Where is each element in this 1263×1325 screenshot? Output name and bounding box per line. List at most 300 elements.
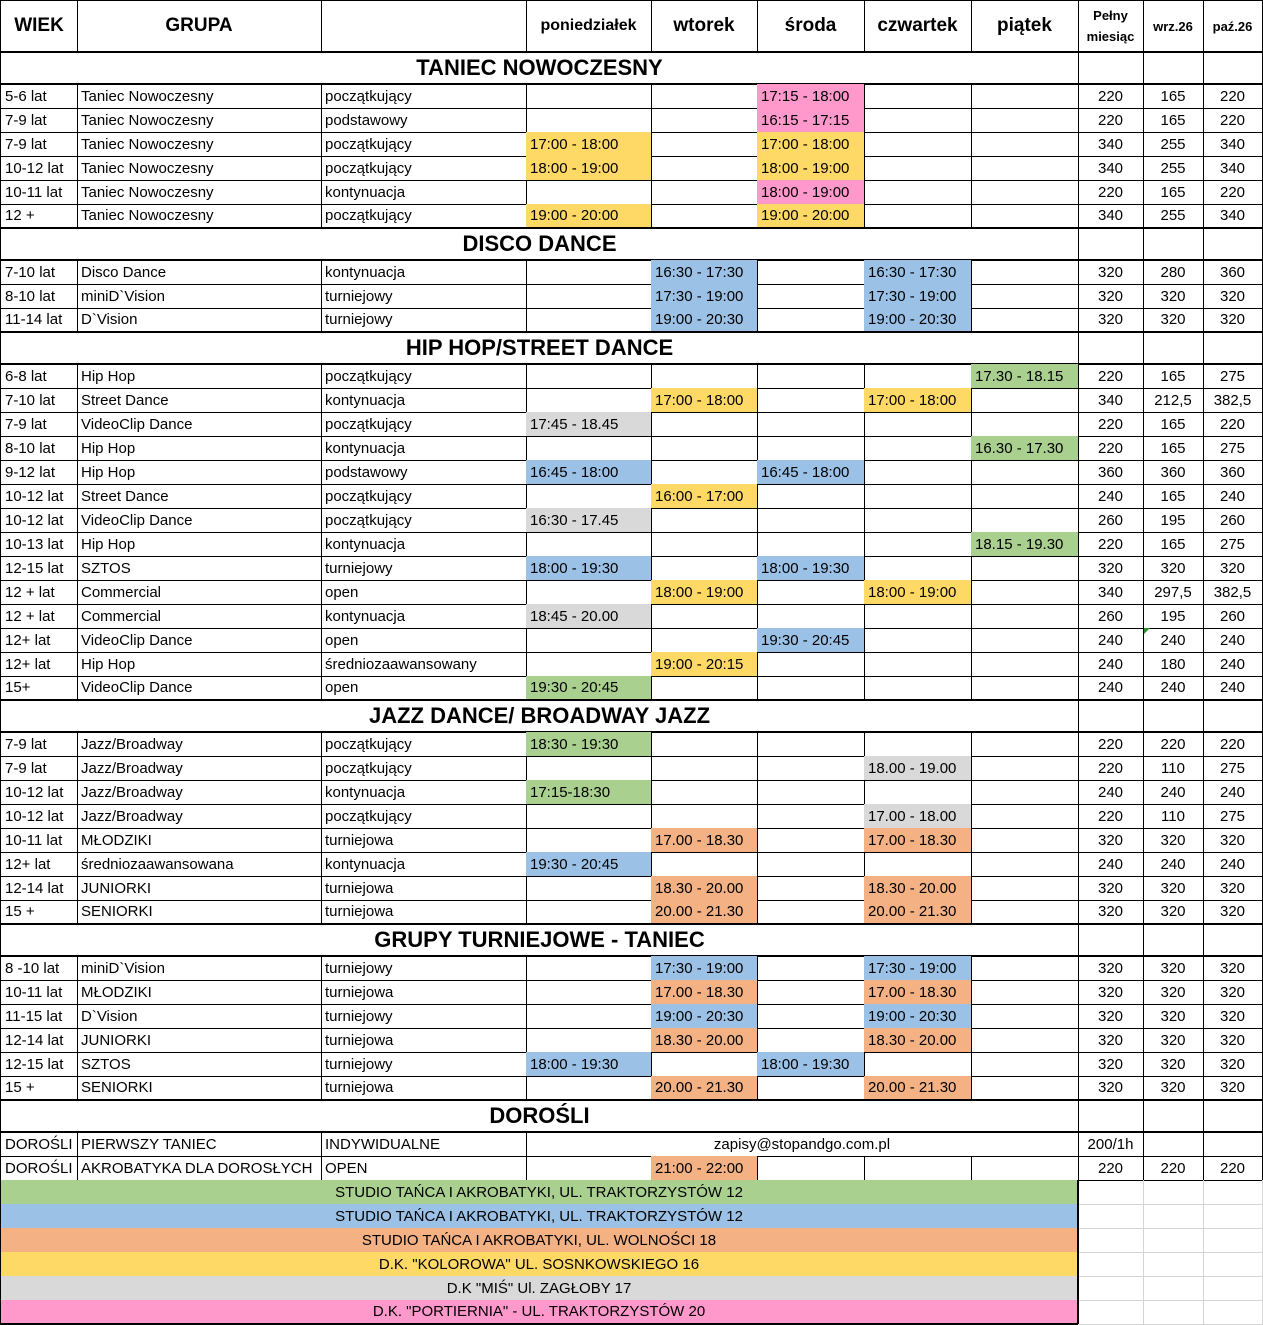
empty-day-cell: [864, 604, 972, 629]
price-full-month: 340: [1078, 132, 1144, 157]
time-slot: 17:30 - 19:00: [864, 956, 972, 981]
empty-day-cell: [526, 1028, 652, 1053]
price-wrz: 320: [1143, 876, 1204, 901]
group-cell: MŁODZIKI: [77, 828, 322, 853]
empty-day-cell: [971, 956, 1079, 981]
time-slot: 18:00 - 19:00: [651, 580, 758, 605]
level-cell: OPEN: [321, 1156, 527, 1181]
empty-day-cell: [651, 132, 758, 157]
level-cell: początkujący: [321, 364, 527, 389]
legend-empty-cell: [1203, 1300, 1263, 1325]
level-cell: początkujący: [321, 84, 527, 109]
age-cell: 12-15 lat: [0, 1052, 78, 1077]
empty-day-cell: [971, 260, 1079, 285]
empty-day-cell: [971, 852, 1079, 877]
time-slot: 17:30 - 19:00: [864, 284, 972, 309]
time-slot: 17.00 - 18.30: [864, 980, 972, 1005]
age-cell: 7-9 lat: [0, 732, 78, 757]
level-cell: open: [321, 676, 527, 701]
price-full-month: 360: [1078, 460, 1144, 485]
price-paz: 240: [1203, 628, 1263, 653]
section-empty-cell: [1203, 924, 1263, 957]
price-full-month: 240: [1078, 852, 1144, 877]
section-empty-cell: [1203, 1100, 1263, 1133]
level-cell: open: [321, 580, 527, 605]
time-slot: 16:30 - 17:30: [651, 260, 758, 285]
time-slot: 17.30 - 18.15: [971, 364, 1079, 389]
time-slot: 17.00 - 18.30: [651, 828, 758, 853]
time-slot: 18.30 - 20.00: [651, 1028, 758, 1053]
age-cell: 6-8 lat: [0, 364, 78, 389]
time-slot: 18:00 - 19:30: [526, 1052, 652, 1077]
empty-day-cell: [651, 780, 758, 805]
price-wrz: 240: [1143, 676, 1204, 701]
empty-day-cell: [971, 676, 1079, 701]
price-paz: 220: [1203, 1156, 1263, 1181]
group-cell: D`Vision: [77, 1004, 322, 1029]
empty-day-cell: [526, 180, 652, 205]
empty-day-cell: [757, 1156, 865, 1181]
level-cell: początkujący: [321, 804, 527, 829]
empty-day-cell: [864, 1052, 972, 1077]
group-cell: Jazz/Broadway: [77, 804, 322, 829]
price-paz: 260: [1203, 604, 1263, 629]
time-slot: 18:45 - 20.00: [526, 604, 652, 629]
level-cell: INDYWIDUALNE: [321, 1132, 527, 1157]
price-paz: 320: [1203, 956, 1263, 981]
empty-day-cell: [651, 180, 758, 205]
price-paz: 320: [1203, 308, 1263, 333]
price-paz: 275: [1203, 364, 1263, 389]
level-cell: turniejowa: [321, 876, 527, 901]
empty-day-cell: [864, 556, 972, 581]
legend-empty-cell: [1203, 1228, 1263, 1253]
age-cell: 12 + lat: [0, 580, 78, 605]
age-cell: 10-11 lat: [0, 828, 78, 853]
age-cell: 10-11 lat: [0, 180, 78, 205]
price-full-month: 340: [1078, 156, 1144, 181]
section-empty-cell: [1078, 52, 1144, 85]
time-slot: 19:30 - 20:45: [526, 676, 652, 701]
empty-day-cell: [526, 364, 652, 389]
price-full-month: 320: [1078, 1052, 1144, 1077]
empty-day-cell: [757, 484, 865, 509]
age-cell: 8-10 lat: [0, 436, 78, 461]
legend-empty-cell: [1203, 1180, 1263, 1205]
empty-day-cell: [526, 876, 652, 901]
empty-day-cell: [526, 580, 652, 605]
price-paz: 275: [1203, 756, 1263, 781]
empty-day-cell: [526, 388, 652, 413]
legend-empty-cell: [1143, 1228, 1204, 1253]
age-cell: 15+: [0, 676, 78, 701]
price-full-month: 320: [1078, 876, 1144, 901]
price-wrz: 165: [1143, 364, 1204, 389]
empty-day-cell: [864, 436, 972, 461]
time-slot: 20.00 - 21.30: [864, 1076, 972, 1101]
age-cell: 7-9 lat: [0, 132, 78, 157]
section-empty-cell: [1078, 332, 1144, 365]
price-paz: 340: [1203, 132, 1263, 157]
legend-empty-cell: [1143, 1252, 1204, 1277]
empty-day-cell: [757, 580, 865, 605]
empty-day-cell: [526, 532, 652, 557]
header-czwartek: czwartek: [864, 0, 972, 53]
empty-day-cell: [757, 852, 865, 877]
price-wrz: 320: [1143, 1004, 1204, 1029]
empty-day-cell: [971, 460, 1079, 485]
price-full-month: 320: [1078, 1076, 1144, 1101]
section-empty-cell: [1203, 228, 1263, 261]
empty-day-cell: [864, 108, 972, 133]
time-slot: 18:00 - 19:30: [757, 1052, 865, 1077]
time-slot: 17:00 - 18:00: [864, 388, 972, 413]
empty-day-cell: [971, 980, 1079, 1005]
level-cell: początkujący: [321, 508, 527, 533]
legend-pink: D.K. "PORTIERNIA" - UL. TRAKTORZYSTÓW 20: [0, 1300, 1079, 1325]
level-cell: kontynuacja: [321, 180, 527, 205]
age-cell: 5-6 lat: [0, 84, 78, 109]
empty-day-cell: [971, 156, 1079, 181]
legend-yellow: D.K. "KOLOROWA" UL. SOSNKOWSKIEGO 16: [0, 1252, 1079, 1277]
time-slot: 17.00 - 18.30: [651, 980, 758, 1005]
group-cell: Hip Hop: [77, 460, 322, 485]
group-cell: AKROBATYKA DLA DOROSŁYCH: [77, 1156, 322, 1181]
time-slot: 16:30 - 17:30: [864, 260, 972, 285]
time-slot: 18.30 - 20.00: [651, 876, 758, 901]
price-wrz: 165: [1143, 108, 1204, 133]
group-cell: SENIORKI: [77, 1076, 322, 1101]
empty-day-cell: [971, 1028, 1079, 1053]
empty-day-cell: [757, 412, 865, 437]
price-wrz: 165: [1143, 84, 1204, 109]
price-full-month: 240: [1078, 676, 1144, 701]
price-paz: 320: [1203, 876, 1263, 901]
level-cell: początkujący: [321, 484, 527, 509]
price-full-month: 220: [1078, 532, 1144, 557]
price-wrz: 240: [1143, 780, 1204, 805]
time-slot: 19:00 - 20:00: [526, 204, 652, 229]
empty-day-cell: [971, 132, 1079, 157]
empty-day-cell: [757, 508, 865, 533]
header-pelny-miesiac: Pełny miesiąc: [1078, 0, 1144, 53]
group-cell: średniozaawansowana: [77, 852, 322, 877]
time-slot: 17:00 - 18:00: [757, 132, 865, 157]
price-full-month: 220: [1078, 108, 1144, 133]
level-cell: kontynuacja: [321, 260, 527, 285]
price-paz: 320: [1203, 900, 1263, 925]
header-grupa: GRUPA: [77, 0, 322, 53]
price-paz: 240: [1203, 484, 1263, 509]
empty-day-cell: [864, 460, 972, 485]
level-cell: początkujący: [321, 412, 527, 437]
group-cell: Taniec Nowoczesny: [77, 108, 322, 133]
empty-day-cell: [526, 828, 652, 853]
price-paz: 220: [1203, 180, 1263, 205]
price-paz: 220: [1203, 84, 1263, 109]
price-wrz: 165: [1143, 180, 1204, 205]
legend-empty-cell: [1143, 1300, 1204, 1325]
price-full-month: 240: [1078, 780, 1144, 805]
price-paz: 320: [1203, 1028, 1263, 1053]
price-wrz: 220: [1143, 1156, 1204, 1181]
time-slot: 20.00 - 21.30: [651, 1076, 758, 1101]
empty-day-cell: [526, 308, 652, 333]
price-paz: 240: [1203, 780, 1263, 805]
level-cell: kontynuacja: [321, 436, 527, 461]
legend-empty-cell: [1143, 1180, 1204, 1205]
time-slot: 17:45 - 18.45: [526, 412, 652, 437]
group-cell: Hip Hop: [77, 652, 322, 677]
price-wrz: 195: [1143, 604, 1204, 629]
level-cell: turniejowy: [321, 1052, 527, 1077]
section-empty-cell: [1143, 52, 1204, 85]
time-slot: 18.30 - 20.00: [864, 876, 972, 901]
group-cell: D`Vision: [77, 308, 322, 333]
level-cell: kontynuacja: [321, 852, 527, 877]
age-cell: 10-12 lat: [0, 508, 78, 533]
empty-day-cell: [864, 1156, 972, 1181]
contact-email: zapisy@stopandgo.com.pl: [526, 1132, 1079, 1157]
age-cell: 7-10 lat: [0, 388, 78, 413]
age-cell: 9-12 lat: [0, 460, 78, 485]
group-cell: Taniec Nowoczesny: [77, 180, 322, 205]
empty-day-cell: [757, 956, 865, 981]
time-slot: 18:00 - 19:00: [757, 180, 865, 205]
level-cell: podstawowy: [321, 108, 527, 133]
group-cell: Street Dance: [77, 388, 322, 413]
empty-day-cell: [757, 364, 865, 389]
price-full-month: 320: [1078, 1028, 1144, 1053]
empty-day-cell: [971, 388, 1079, 413]
empty-day-cell: [757, 828, 865, 853]
price-full-month: 320: [1078, 260, 1144, 285]
price-full-month: 320: [1078, 900, 1144, 925]
price-paz: 240: [1203, 652, 1263, 677]
section-empty-cell: [1143, 1100, 1204, 1133]
time-slot: 18.15 - 19.30: [971, 532, 1079, 557]
time-slot: 17:30 - 19:00: [651, 284, 758, 309]
level-cell: turniejowy: [321, 1004, 527, 1029]
empty-day-cell: [971, 900, 1079, 925]
empty-day-cell: [971, 108, 1079, 133]
group-cell: SZTOS: [77, 556, 322, 581]
time-slot: 19:30 - 20:45: [757, 628, 865, 653]
group-cell: VideoClip Dance: [77, 508, 322, 533]
empty-day-cell: [757, 780, 865, 805]
empty-day-cell: [864, 732, 972, 757]
level-cell: turniejowy: [321, 284, 527, 309]
section-empty-cell: [1078, 1100, 1144, 1133]
empty-day-cell: [971, 180, 1079, 205]
empty-day-cell: [651, 804, 758, 829]
group-cell: VideoClip Dance: [77, 676, 322, 701]
price-wrz: 165: [1143, 412, 1204, 437]
header-poniedzialek: poniedziałek: [526, 0, 652, 53]
empty-day-cell: [971, 828, 1079, 853]
price-paz: 275: [1203, 804, 1263, 829]
empty-day-cell: [864, 84, 972, 109]
level-cell: turniejowa: [321, 828, 527, 853]
legend-empty-cell: [1078, 1300, 1144, 1325]
group-cell: VideoClip Dance: [77, 412, 322, 437]
level-cell: turniejowa: [321, 900, 527, 925]
empty-day-cell: [971, 804, 1079, 829]
group-cell: Hip Hop: [77, 436, 322, 461]
price-full-month: 220: [1078, 756, 1144, 781]
price-wrz: 255: [1143, 132, 1204, 157]
time-slot: 17:00 - 18:00: [651, 388, 758, 413]
section-empty-cell: [1143, 924, 1204, 957]
age-cell: DOROŚLI: [0, 1156, 78, 1181]
empty-day-cell: [526, 804, 652, 829]
price-paz: 275: [1203, 532, 1263, 557]
group-cell: Taniec Nowoczesny: [77, 156, 322, 181]
empty-day-cell: [526, 1004, 652, 1029]
level-cell: turniejowy: [321, 556, 527, 581]
price-wrz: 240: [1143, 852, 1204, 877]
group-cell: SZTOS: [77, 1052, 322, 1077]
price-full-month: 220: [1078, 84, 1144, 109]
legend-empty-cell: [1143, 1276, 1204, 1301]
price-paz: [1203, 1132, 1263, 1157]
price-paz: 220: [1203, 108, 1263, 133]
time-slot: 19:30 - 20:45: [526, 852, 652, 877]
price-paz: 320: [1203, 828, 1263, 853]
empty-day-cell: [651, 508, 758, 533]
empty-day-cell: [526, 1076, 652, 1101]
price-paz: 220: [1203, 412, 1263, 437]
price-wrz: 320: [1143, 284, 1204, 309]
empty-day-cell: [757, 900, 865, 925]
price-full-month: 240: [1078, 484, 1144, 509]
price-wrz: 320: [1143, 900, 1204, 925]
time-slot: 16:30 - 17.45: [526, 508, 652, 533]
price-full-month: 320: [1078, 980, 1144, 1005]
empty-day-cell: [757, 308, 865, 333]
legend-empty-cell: [1078, 1228, 1144, 1253]
age-cell: 10-12 lat: [0, 484, 78, 509]
price-full-month: 320: [1078, 556, 1144, 581]
empty-day-cell: [757, 732, 865, 757]
age-cell: 10-13 lat: [0, 532, 78, 557]
empty-day-cell: [526, 436, 652, 461]
section-empty-cell: [1078, 924, 1144, 957]
price-full-month: 320: [1078, 1004, 1144, 1029]
time-slot: 19:00 - 20:30: [651, 1004, 758, 1029]
age-cell: 12 + lat: [0, 604, 78, 629]
header-wiek: WIEK: [0, 0, 78, 53]
empty-day-cell: [971, 308, 1079, 333]
empty-day-cell: [864, 780, 972, 805]
empty-day-cell: [864, 204, 972, 229]
price-full-month: 220: [1078, 364, 1144, 389]
time-slot: 18:00 - 19:00: [757, 156, 865, 181]
empty-day-cell: [757, 756, 865, 781]
section-title: HIP HOP/STREET DANCE: [0, 332, 1079, 365]
header-level: [321, 0, 527, 53]
age-cell: 10-12 lat: [0, 804, 78, 829]
level-cell: początkujący: [321, 756, 527, 781]
legend-empty-cell: [1078, 1180, 1144, 1205]
price-paz: 340: [1203, 204, 1263, 229]
level-cell: turniejowa: [321, 1076, 527, 1101]
empty-day-cell: [971, 84, 1079, 109]
price-wrz: 320: [1143, 1076, 1204, 1101]
empty-day-cell: [651, 156, 758, 181]
empty-day-cell: [757, 980, 865, 1005]
price-full-month: 200/1h: [1078, 1132, 1144, 1157]
empty-day-cell: [864, 508, 972, 533]
empty-day-cell: [864, 412, 972, 437]
legend-blue: STUDIO TAŃCA I AKROBATYKI, UL. TRAKTORZYSTÓW 12: [0, 1204, 1079, 1229]
time-slot: 18:00 - 19:00: [864, 580, 972, 605]
empty-day-cell: [864, 364, 972, 389]
price-full-month: 220: [1078, 180, 1144, 205]
empty-day-cell: [651, 756, 758, 781]
time-slot: 16:00 - 17:00: [651, 484, 758, 509]
group-cell: miniD`Vision: [77, 956, 322, 981]
price-wrz: 220: [1143, 732, 1204, 757]
header-piatek: piątek: [971, 0, 1079, 53]
price-wrz: 165: [1143, 532, 1204, 557]
group-cell: Hip Hop: [77, 532, 322, 557]
price-paz: 260: [1203, 508, 1263, 533]
age-cell: DOROŚLI: [0, 1132, 78, 1157]
section-empty-cell: [1203, 700, 1263, 733]
price-paz: 360: [1203, 460, 1263, 485]
legend-empty-cell: [1203, 1252, 1263, 1277]
empty-day-cell: [651, 412, 758, 437]
age-cell: 15 +: [0, 1076, 78, 1101]
empty-day-cell: [651, 604, 758, 629]
empty-day-cell: [526, 260, 652, 285]
empty-day-cell: [526, 980, 652, 1005]
empty-day-cell: [526, 84, 652, 109]
price-paz: 382,5: [1203, 580, 1263, 605]
empty-day-cell: [757, 260, 865, 285]
age-cell: 8-10 lat: [0, 284, 78, 309]
time-slot: 19:00 - 20:15: [651, 652, 758, 677]
price-full-month: 340: [1078, 204, 1144, 229]
age-cell: 7-10 lat: [0, 260, 78, 285]
price-paz: 340: [1203, 156, 1263, 181]
empty-day-cell: [526, 956, 652, 981]
empty-day-cell: [757, 532, 865, 557]
age-cell: 12+ lat: [0, 628, 78, 653]
empty-day-cell: [757, 676, 865, 701]
empty-day-cell: [651, 676, 758, 701]
price-full-month: 220: [1078, 1156, 1144, 1181]
empty-day-cell: [971, 1052, 1079, 1077]
group-cell: Hip Hop: [77, 364, 322, 389]
empty-day-cell: [971, 204, 1079, 229]
price-wrz: 110: [1143, 804, 1204, 829]
time-slot: 18:00 - 19:00: [526, 156, 652, 181]
section-title: TANIEC NOWOCZESNY: [0, 52, 1079, 85]
price-wrz: 280: [1143, 260, 1204, 285]
time-slot: 16:45 - 18:00: [526, 460, 652, 485]
section-empty-cell: [1143, 228, 1204, 261]
empty-day-cell: [971, 876, 1079, 901]
header-wtorek: wtorek: [651, 0, 758, 53]
price-paz: 320: [1203, 284, 1263, 309]
legend-empty-cell: [1078, 1252, 1144, 1277]
empty-day-cell: [526, 484, 652, 509]
group-cell: Commercial: [77, 604, 322, 629]
price-wrz: 255: [1143, 156, 1204, 181]
header-wrz: wrz.26: [1143, 0, 1204, 53]
